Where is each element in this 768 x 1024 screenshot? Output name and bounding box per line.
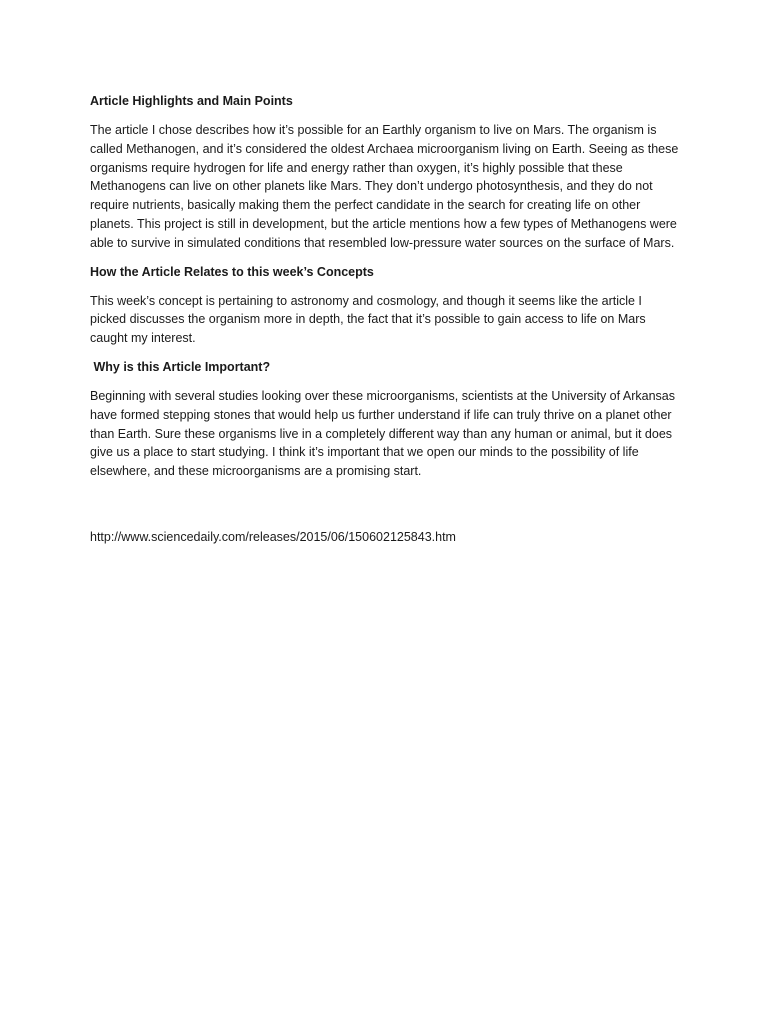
section-body-relates: This week’s concept is pertaining to astronomy and cosmology, and though it seems like the article I picked discusses the organism more in depth, the fact that it’s possible to gain access to life on Mars caught my interest. [90,293,646,346]
document-page [90,92,680,547]
section-body-highlights: The article I chose describes how it’s possible for an Earthly organism to live on Mars. The organism is called Methanogen, and it’s considered the oldest Archaea microorganism living on Earth. Seeing as these organisms require hydrogen for life and energy rather than oxygen, it’s highly possible that these Methanogens can live on other planets like Mars. They don’t undergo photosynthesis, and they do not require nutrients, basically making them the perfect candidate in the search for creating life on other planets. This project is still in development, but the article mentions how a few types of Methanogens were able to survive in simulated conditions that resembled low-pressure water sources on the surface of Mars. [90,123,679,250]
section-heading-importance: Why is this Article Important? [90,359,271,374]
section-heading-highlights: Article Highlights and Main Points [90,94,293,108]
blank-line [90,491,680,528]
section-heading-relates: How the Article Relates to this week’s Concepts [90,264,374,279]
source-url: http://www.sciencedaily.com/releases/2015/06/150602125843.htm [90,529,456,544]
section-body-importance: Beginning with several studies looking over these microorganisms, scientists at the University of Arkansas have formed stepping stones that would help us further understand if life can truly thrive on a planet other than Earth. Sure these organisms live in a completely different way than any human or animal, but it does give us a place to start studying. I think it’s important that we open our minds to the possibility of life elsewhere, and these microorganisms are a promising start. [90,388,675,479]
